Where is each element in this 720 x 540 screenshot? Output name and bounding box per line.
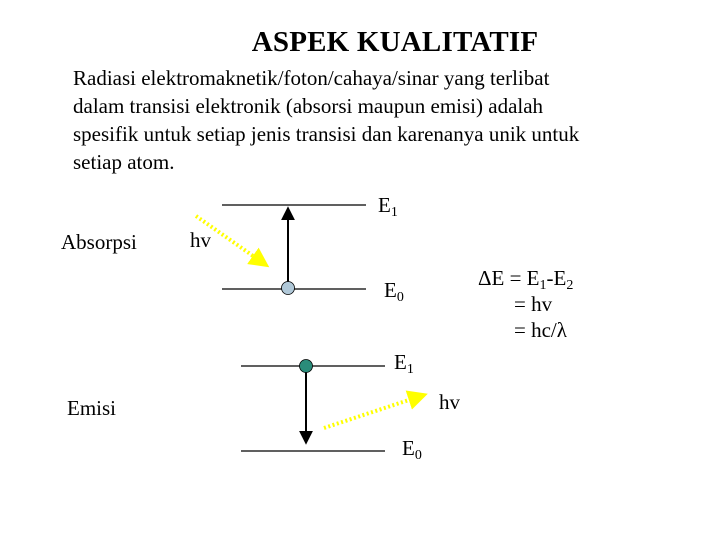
paragraph-line: spesifik untuk setiap jenis transisi dan karenanya unik untuk (73, 122, 580, 146)
paragraph-line: Radiasi elektromaknetik/foton/cahaya/sinar yang terlibat (73, 66, 550, 90)
absorption-electron (282, 282, 295, 295)
energy-equation-line2: = hv (514, 292, 553, 316)
energy-equation-line3: = hc/λ (514, 318, 567, 342)
absorption-upper-level-label: $E_1$ (378, 193, 398, 220)
absorption-lower-level-label: $E_0$ (384, 278, 404, 305)
absorption-photon-label: hv (190, 228, 211, 252)
emission-upper-level-label: $E_1$ (394, 350, 414, 377)
paragraph-line: dalam transisi elektronik (absorsi maupun emisi) adalah (73, 94, 544, 118)
paragraph-line: setiap atom. (73, 150, 175, 174)
energy-equation-line1: $\Delta E = E_1-E_2$ (478, 266, 574, 293)
emission-photon-label: hv (439, 390, 460, 414)
slide-title: ASPEK KUALITATIF (251, 26, 539, 58)
emission-lower-level-label: $E_0$ (402, 436, 422, 463)
emission-photon-arrow (324, 395, 424, 428)
emission-electron (300, 360, 313, 373)
emission-label: Emisi (67, 396, 117, 420)
absorption-label: Absorpsi (61, 230, 137, 254)
